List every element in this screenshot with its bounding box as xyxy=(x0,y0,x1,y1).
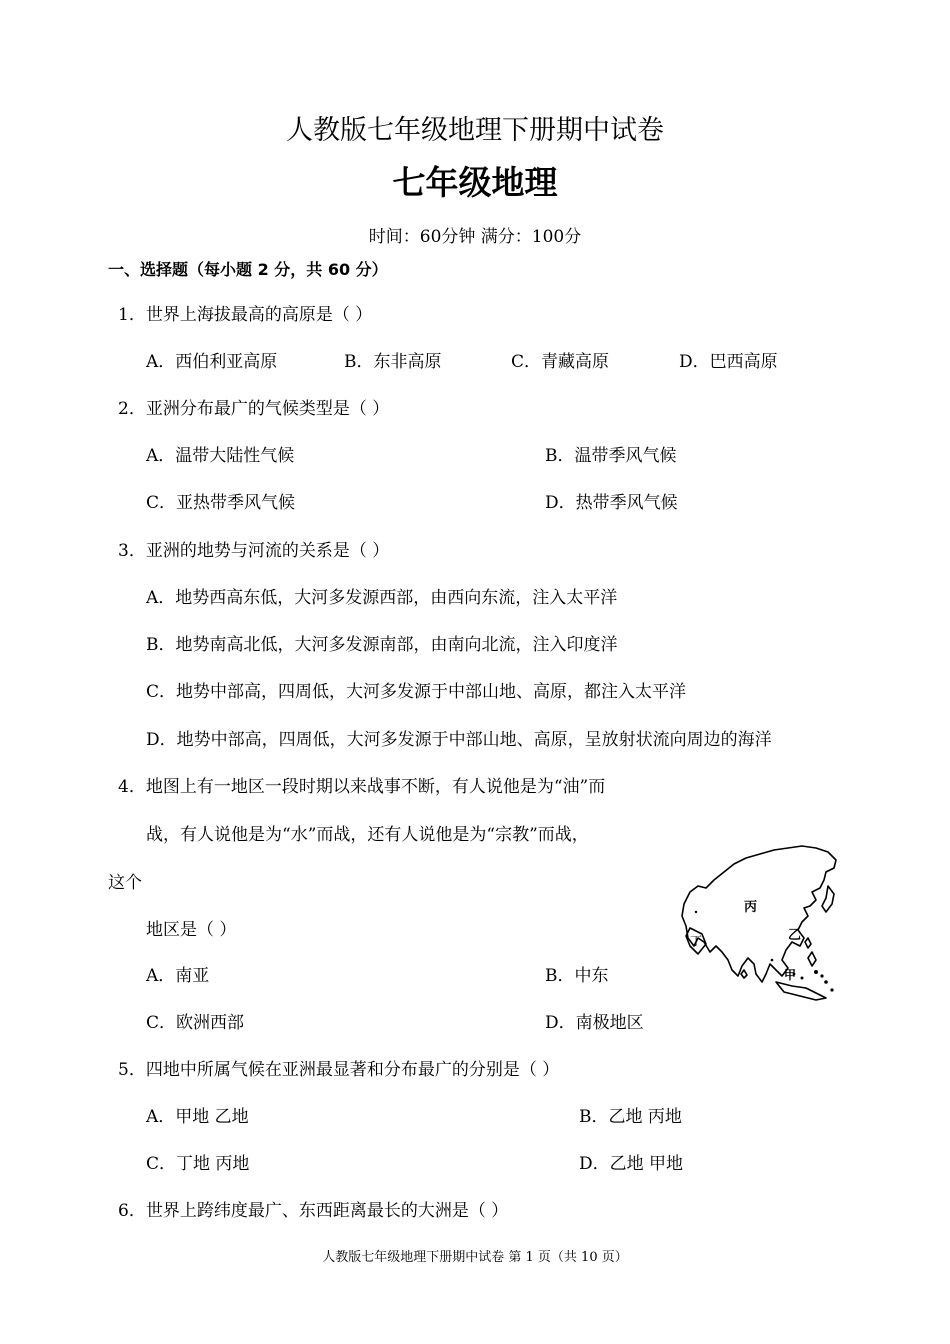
question-2-stem: 2．亚洲分布最广的气候类型是（ ） xyxy=(118,399,390,419)
question-5-option-d: D．乙地 甲地 xyxy=(579,1154,684,1174)
question-4-stem-line-2: 战，有人说他是为“水”而战，还有人说他是为“宗教”而战， xyxy=(146,825,589,845)
question-1-stem: 1．世界上海拔最高的高原是（ ） xyxy=(118,305,373,325)
asia-coastline xyxy=(682,846,836,982)
question-4-stem-line-3: 这个 xyxy=(108,873,142,893)
asia-map-drawing xyxy=(676,842,846,1004)
question-3-option-c: C．地势中部高，四周低，大河多发源于中部山地、高原，都注入太平洋 xyxy=(146,682,687,702)
question-2-option-c: C．亚热带季风气候 xyxy=(146,493,296,513)
question-5-option-b: B．乙地 丙地 xyxy=(579,1107,682,1127)
question-6-stem: 6．世界上跨纬度最广、东西距离最长的大洲是（ ） xyxy=(118,1201,509,1221)
question-3-option-a: A．地势西高东低，大河多发源西部，由西向东流，注入太平洋 xyxy=(146,588,618,608)
question-4-stem-line-4: 地区是（ ） xyxy=(146,920,237,940)
question-4-option-d: D．南极地区 xyxy=(545,1013,644,1033)
indonesia-islands xyxy=(776,982,826,1000)
question-1-option-a: A．西伯利亚高原 xyxy=(146,352,278,372)
question-4-stem-line-1: 4．地图上有一地区一段时期以来战事不断，有人说他是为“油”而 xyxy=(118,777,606,797)
question-3-option-b: B．地势南高北低，大河多发源南部，由南向北流，注入印度洋 xyxy=(146,635,618,655)
section-heading: 一、选择题（每小题 2 分，共 60 分） xyxy=(108,260,388,279)
taiwan-island xyxy=(805,938,811,948)
page-title: 人教版七年级地理下册期中试卷 xyxy=(286,115,664,146)
question-4-option-a: A．南亚 xyxy=(146,966,210,986)
question-4-option-b: B．中东 xyxy=(545,966,609,986)
sri-lanka-island xyxy=(741,970,747,978)
map-label-bing: 丙 xyxy=(744,900,758,915)
question-2-option-d: D．热带季风气候 xyxy=(545,493,678,513)
philippines-islands xyxy=(808,952,816,966)
question-3-stem: 3．亚洲的地势与河流的关系是（ ） xyxy=(118,541,390,561)
page-subtitle: 七年级地理 xyxy=(392,163,558,202)
question-5-option-a: A．甲地 乙地 xyxy=(146,1107,249,1127)
question-3-option-d: D．地势中部高，四周低，大河多发源于中部山地、高原，呈放射状流向周边的海洋 xyxy=(146,730,772,750)
exam-meta: 时间：60分钟 满分：100分 xyxy=(368,227,582,247)
question-1-option-d: D．巴西高原 xyxy=(679,352,778,372)
map-label-jia: 甲 xyxy=(784,968,797,982)
japan-islands xyxy=(822,886,834,912)
question-5-stem: 5．四地中所属气候在亚洲最显著和分布最广的分别是（ ） xyxy=(118,1060,560,1080)
question-2-option-b: B．温带季风气候 xyxy=(545,446,677,466)
question-2-option-a: A．温带大陆性气候 xyxy=(146,446,295,466)
asia-outline-map xyxy=(676,842,846,1004)
question-5-option-c: C．丁地 丙地 xyxy=(146,1154,250,1174)
page-footer: 人教版七年级地理下册期中试卷 第 1 页（共 10 页） xyxy=(322,1250,628,1265)
question-1-option-b: B．东非高原 xyxy=(344,352,442,372)
question-1-option-c: C．青藏高原 xyxy=(511,352,610,372)
map-label-yi: 乙 xyxy=(788,928,802,943)
question-4-option-c: C．欧洲西部 xyxy=(146,1013,245,1033)
map-label-ding: 丁 xyxy=(690,934,703,948)
